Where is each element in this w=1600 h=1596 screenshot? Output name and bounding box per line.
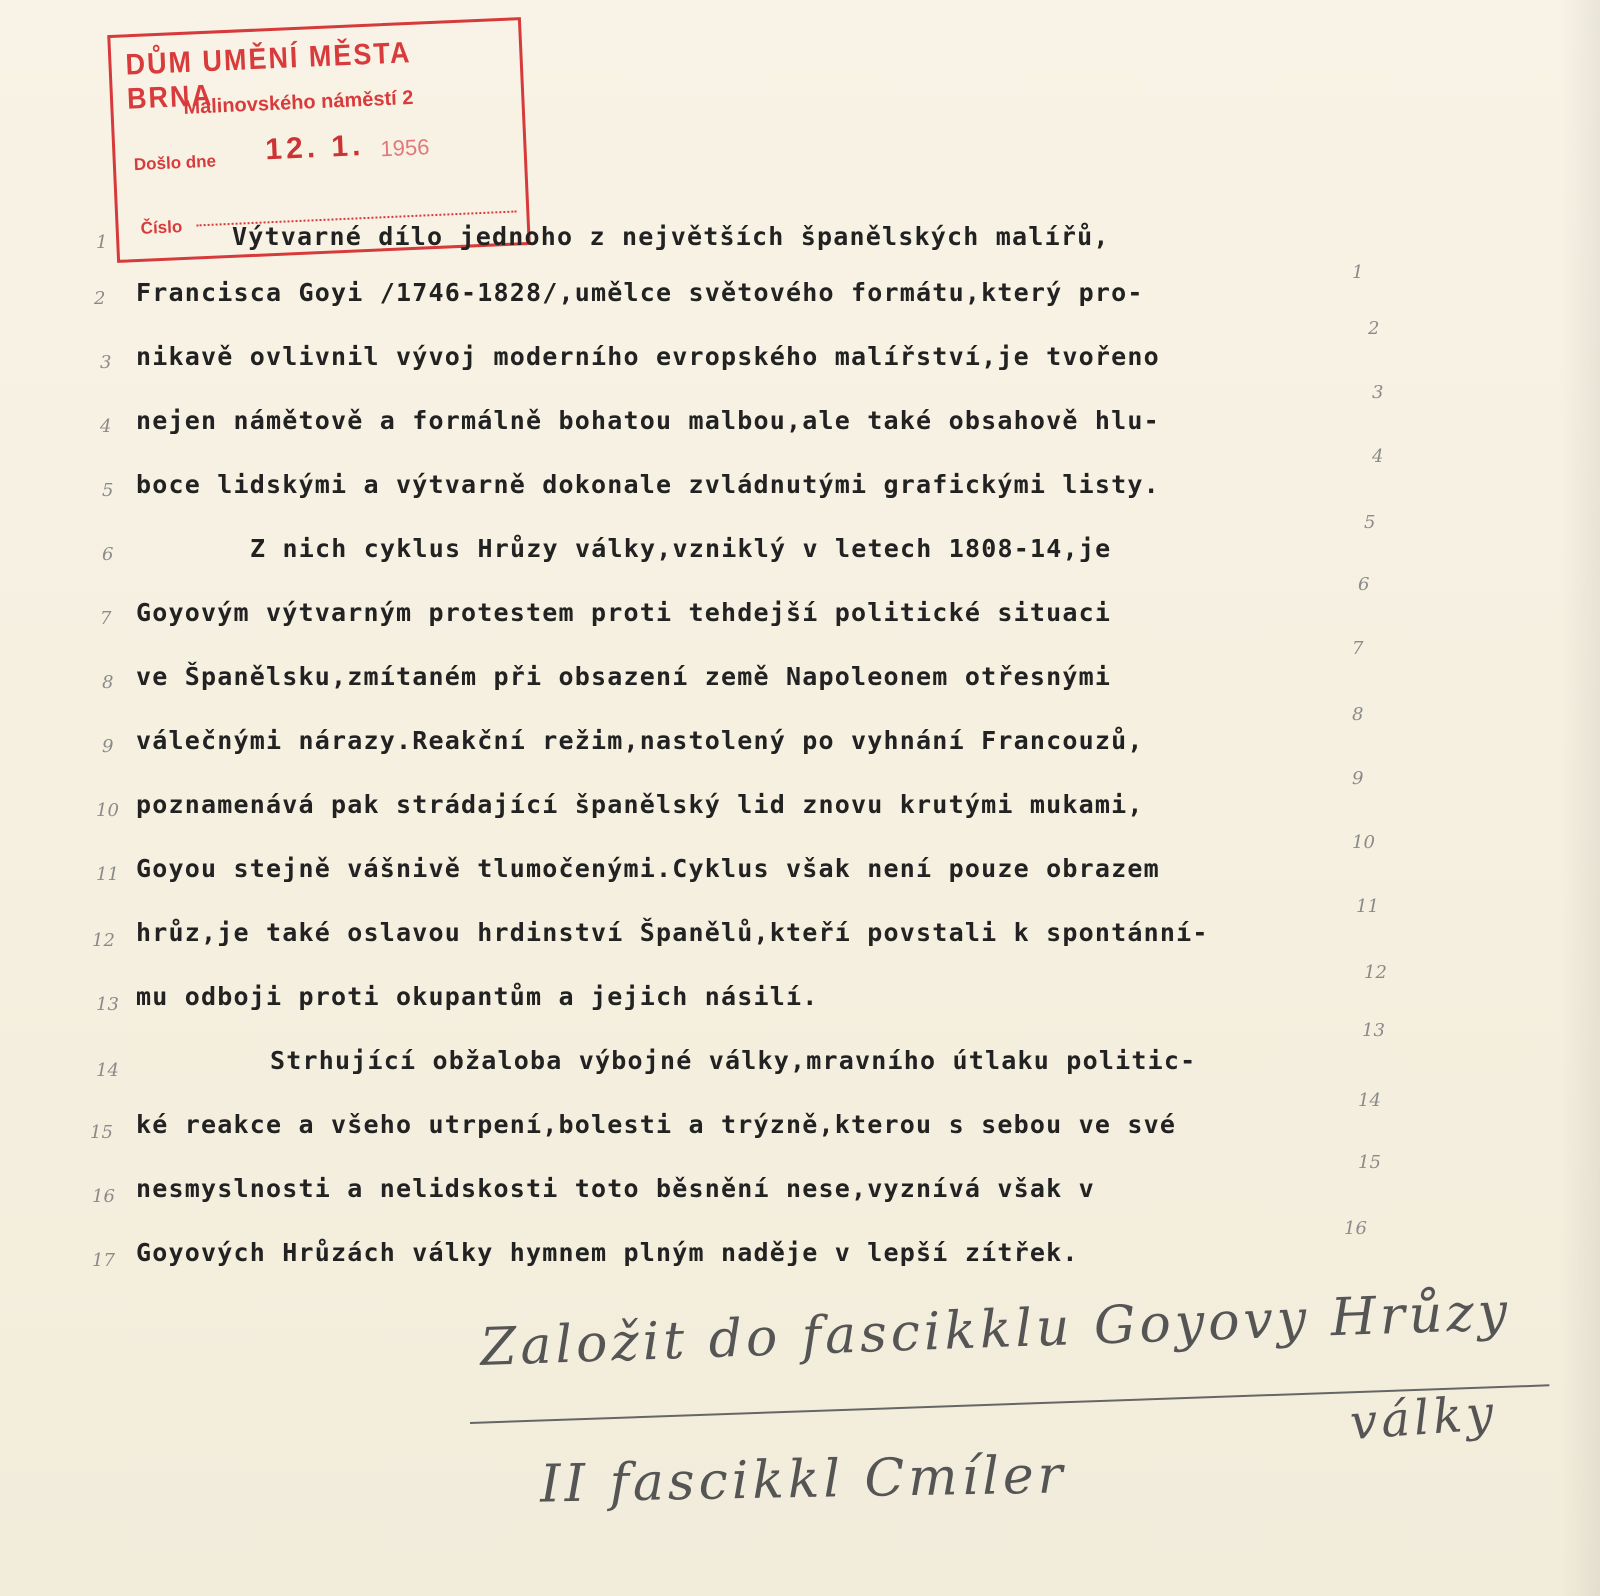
- line-number: 14: [1358, 1090, 1381, 1111]
- handwritten-note-line1: Založit do fascikklu Goyovy Hrůzy: [479, 1282, 1513, 1378]
- text-line: Goyou stejně vášnivě tlumočenými.Cyklus však není pouze obrazem: [136, 854, 1160, 883]
- line-number: 16: [92, 1186, 115, 1207]
- line-number: 6: [102, 544, 114, 565]
- line-number: 7: [100, 608, 112, 629]
- line-number: 9: [1352, 768, 1364, 789]
- line-number: 2: [94, 288, 106, 309]
- line-number: 1: [1352, 262, 1364, 283]
- text-line: Goyovým výtvarným protestem proti tehdejší politické situaci: [136, 598, 1112, 627]
- line-number: 16: [1344, 1218, 1367, 1239]
- text-line: nesmyslnosti a nelidskosti toto běsnění nese,vyznívá však v: [136, 1174, 1095, 1203]
- stamp-date: 12. 1.: [264, 129, 366, 167]
- line-number: 7: [1352, 638, 1364, 659]
- stamp-number-label: Číslo: [140, 217, 183, 238]
- line-number: 12: [92, 930, 115, 951]
- text-line: nikavě ovlivnil vývoj moderního evropského malířství,je tvořeno: [136, 342, 1160, 371]
- line-number: 8: [102, 672, 114, 693]
- text-line: boce lidskými a výtvarně dokonale zvládnutými grafickými listy.: [136, 470, 1160, 499]
- line-number: 3: [100, 352, 112, 373]
- text-line: hrůz,je také oslavou hrdinství Španělů,kteří povstali k spontánní-: [136, 918, 1209, 947]
- text-line: ké reakce a všeho utrpení,bolesti a trýzně,kterou s sebou ve své: [136, 1110, 1177, 1139]
- line-number: 13: [1362, 1020, 1385, 1041]
- text-line: Výtvarné dílo jednoho z největších španělských malířů,: [232, 222, 1110, 251]
- line-number: 11: [96, 864, 119, 885]
- line-number: 6: [1358, 574, 1370, 595]
- text-line: Strhující obžaloba výbojné války,mravního útlaku politic-: [270, 1046, 1197, 1075]
- line-number: 17: [92, 1250, 115, 1271]
- line-number: 11: [1356, 896, 1379, 917]
- line-number: 5: [1364, 512, 1376, 533]
- line-number: 4: [100, 416, 112, 437]
- stamp-address: Malinovského náměstí 2: [182, 86, 414, 119]
- line-number: 4: [1372, 446, 1384, 467]
- line-number: 15: [1358, 1152, 1381, 1173]
- text-line: Francisca Goyi /1746-1828/,umělce světového formátu,který pro-: [136, 278, 1144, 307]
- text-line: poznamenává pak strádající španělský lid znovu krutými mukami,: [136, 790, 1144, 819]
- text-line: Goyových Hrůzách války hymnem plným naděje v lepší zítřek.: [136, 1238, 1079, 1267]
- line-number: 10: [96, 800, 119, 821]
- stamp-year: 1956: [379, 134, 430, 162]
- handwritten-note-continuation: války: [1348, 1384, 1500, 1452]
- text-line: mu odboji proti okupantům a jejich násilí.: [136, 982, 819, 1011]
- stamp-received-label: Došlo dne: [133, 151, 217, 175]
- stamp-title: DŮM UMĚNÍ MĚSTA BRNA: [124, 35, 411, 116]
- line-number: 14: [96, 1060, 119, 1081]
- line-number: 5: [102, 480, 114, 501]
- text-line: válečnými nárazy.Reakční režim,nastolený po vyhnání Francouzů,: [136, 726, 1144, 755]
- line-number: 9: [102, 736, 114, 757]
- text-line: nejen námětově a formálně bohatou malbou,ale také obsahově hlu-: [136, 406, 1160, 435]
- line-number: 8: [1352, 704, 1364, 725]
- text-line: ve Španělsku,zmítaném při obsazení země Napoleonem otřesnými: [136, 662, 1112, 691]
- line-number: 15: [90, 1122, 113, 1143]
- handwritten-note-line2: II fascikkl Cmíler: [539, 1445, 1067, 1515]
- line-number: 3: [1372, 382, 1384, 403]
- text-line: Z nich cyklus Hrůzy války,vzniklý v letech 1808-14,je: [250, 534, 1112, 563]
- line-number: 12: [1364, 962, 1387, 983]
- line-number: 13: [96, 994, 119, 1015]
- line-number: 2: [1368, 318, 1380, 339]
- line-number: 1: [96, 232, 108, 253]
- line-number: 10: [1352, 832, 1375, 853]
